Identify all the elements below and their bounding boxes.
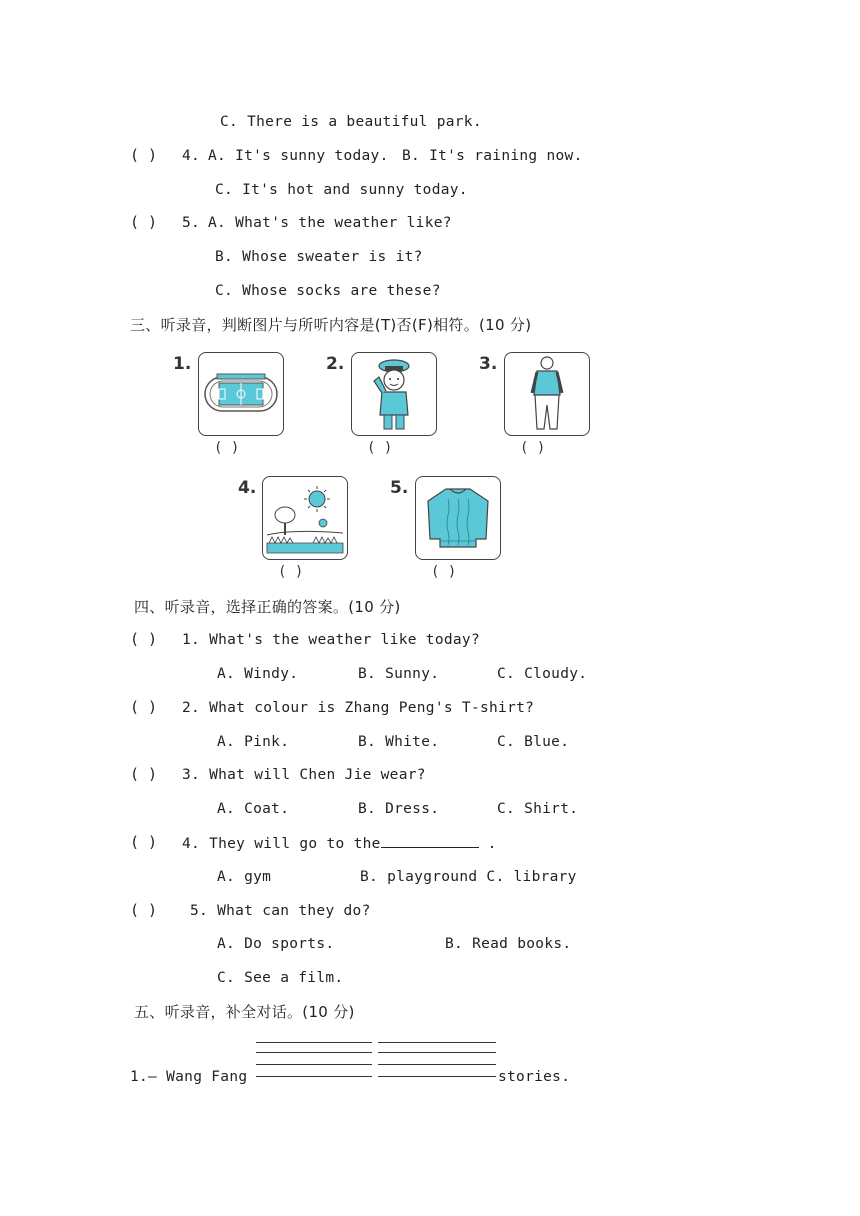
option-p4-1b: B. Sunny. — [358, 666, 440, 682]
section-4-heading: 四、听录音，选择正确的答案。(10 分) — [134, 598, 401, 616]
stadium-icon — [199, 353, 283, 435]
question-number-5: 5. — [182, 215, 201, 231]
option-p4-3c: C. Shirt. — [497, 801, 579, 817]
option-p4-5b: B. Read books. — [445, 936, 572, 952]
question-p4-1: 1. What's the weather like today? — [182, 632, 480, 648]
picture-answer-3[interactable]: ( ) — [520, 440, 546, 456]
option-p4-2a: A. Pink. — [217, 734, 290, 750]
picture-man — [504, 352, 590, 436]
option-p4-1a: A. Windy. — [217, 666, 299, 682]
option-5b: B. Whose sweater is it? — [215, 249, 423, 265]
picture-number-5: 5. — [390, 478, 409, 498]
option-4b: B. It's raining now. — [402, 148, 583, 164]
question-p4-3: 3. What will Chen Jie wear? — [182, 767, 426, 783]
answer-paren-p4-4[interactable]: ( ) — [130, 833, 158, 851]
picture-number-1: 1. — [173, 354, 192, 374]
question-p4-2: 2. What colour is Zhang Peng's T-shirt? — [182, 700, 535, 716]
picture-answer-1[interactable]: ( ) — [214, 440, 240, 456]
option-p4-5c: C. See a film. — [217, 970, 344, 986]
policeman-icon — [352, 353, 436, 435]
option-4c: C. It's hot and sunny today. — [215, 182, 468, 198]
picture-policeman — [351, 352, 437, 436]
option-5a: A. What's the weather like? — [208, 215, 452, 231]
option-p4-4a: A. gym — [217, 869, 272, 885]
sun-park-icon — [263, 477, 347, 559]
option-p4-1c: C. Cloudy. — [497, 666, 588, 682]
fill-blank[interactable] — [381, 833, 479, 848]
answer-paren-p4-1[interactable]: ( ) — [130, 630, 158, 648]
answer-paren-p4-3[interactable]: ( ) — [130, 765, 158, 783]
option-p4-4bc: B. playground C. library — [360, 869, 577, 885]
picture-answer-5[interactable]: ( ) — [431, 564, 457, 580]
sweater-icon — [416, 477, 500, 559]
picture-stadium — [198, 352, 284, 436]
picture-number-2: 2. — [326, 354, 345, 374]
option-p4-3b: B. Dress. — [358, 801, 440, 817]
option-p4-2b: B. White. — [358, 734, 440, 750]
answer-paren-p4-5[interactable]: ( ) — [130, 901, 158, 919]
option-4a: A. It's sunny today. — [208, 148, 389, 164]
option-3c: C. There is a beautiful park. — [220, 114, 482, 130]
question-p4-4 — [182, 833, 497, 854]
answer-paren-4[interactable]: ( ) — [130, 146, 158, 164]
option-p4-2c: C. Blue. — [497, 734, 570, 750]
man-icon — [505, 353, 589, 435]
picture-number-4: 4. — [238, 478, 257, 498]
section-3-heading: 三、听录音，判断图片与所听内容是(T)否(F)相符。(10 分) — [130, 316, 532, 334]
question-p4-4-end: . — [478, 836, 497, 852]
dialogue-line-1-start: 1.— Wang Fang — [130, 1069, 248, 1085]
answer-paren-5[interactable]: ( ) — [130, 213, 158, 231]
option-5c: C. Whose socks are these? — [215, 283, 441, 299]
answer-paren-p4-2[interactable]: ( ) — [130, 698, 158, 716]
picture-number-3: 3. — [479, 354, 498, 374]
option-p4-3a: A. Coat. — [217, 801, 290, 817]
dialogue-line-1-end: stories. — [498, 1069, 571, 1085]
option-p4-5a: A. Do sports. — [217, 936, 335, 952]
picture-answer-4[interactable]: ( ) — [278, 564, 304, 580]
question-p4-5: 5. What can they do? — [190, 903, 371, 919]
picture-sweater — [415, 476, 501, 560]
picture-sunny-park — [262, 476, 348, 560]
picture-answer-2[interactable]: ( ) — [367, 440, 393, 456]
section-5-heading: 五、听录音，补全对话。(10 分) — [134, 1003, 355, 1021]
question-p4-4-text: 4. They will go to the — [182, 836, 381, 852]
question-number-4: 4. — [182, 148, 201, 164]
